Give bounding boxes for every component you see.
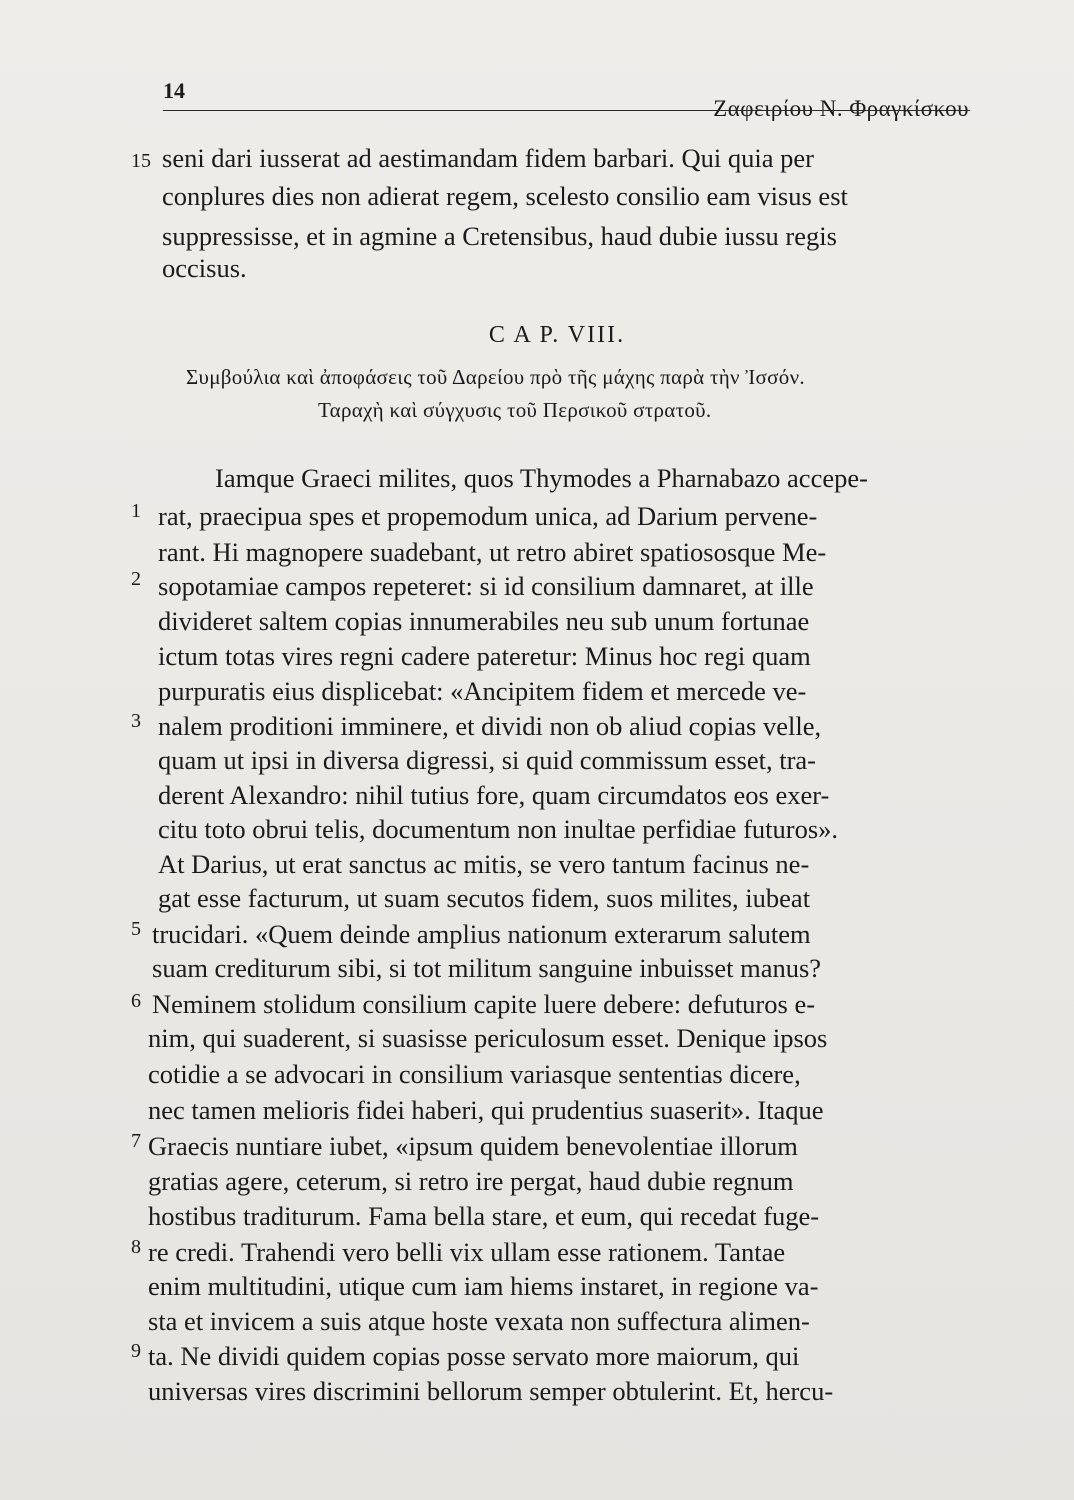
text-line: sopotamiae campos repeteret: si id consilium damnaret, at ille — [158, 571, 814, 601]
text-line: trucidari. «Quem deinde amplius nationum exterarum salutem — [152, 919, 811, 949]
text-line: nec tamen melioris fidei haberi, qui prudentius suaserit». Itaque — [148, 1095, 824, 1125]
text-line: quam ut ipsi in diversa digressi, si quid commissum esset, tra- — [158, 745, 817, 775]
text-line: gratias agere, ceterum, si retro ire pergat, haud dubie regnum — [148, 1166, 794, 1196]
text-line: sta et invicem a suis atque hoste vexata non suffectura alimen- — [148, 1306, 810, 1336]
text-line: derent Alexandro: nihil tutius fore, quam circumdatos eos exer- — [158, 780, 830, 810]
text-line: ta. Ne dividi quidem copias posse servato more maiorum, qui — [148, 1341, 800, 1371]
text-line: universas vires discrimini bellorum semper obtulerint. Et, hercu- — [148, 1376, 834, 1406]
text-line: Neminem stolidum consilium capite luere debere: defuturos e- — [152, 989, 816, 1019]
text-line: enim multitudini, utique cum iam hiems instaret, in regione va- — [148, 1271, 819, 1301]
text-line: rant. Hi magnopere suadebant, ut retro abiret spatiososque Me- — [158, 537, 827, 567]
text-line: ictum totas vires regni cadere pateretur: Minus hoc regi quam — [158, 641, 811, 671]
text-line: purpuratis eius displicebat: «Ancipitem fidem et mercede ve- — [158, 676, 807, 706]
margin-line-number: 5 — [131, 918, 141, 940]
text-line: re credi. Trahendi vero belli vix ullam esse rationem. Tantae — [148, 1237, 786, 1267]
text-line: gat esse facturum, ut suam secutos fidem, suos milites, iubeat — [158, 883, 811, 913]
chapter-heading: C A P. VIII. — [488, 322, 626, 348]
text-line: suppressisse, et in agmine a Cretensibus, haud dubie iussu regis — [162, 221, 837, 251]
text-line: cotidie a se advocari in consilium variasque sententias dicere, — [148, 1059, 801, 1089]
chapter-subtitle-line-1: Συμβούλια καὶ ἀποφάσεις τοῦ Δαρείου πρὸ τῆς μάχης παρὰ τὴν Ἰσσόν. — [186, 365, 805, 389]
text-line: citu toto obrui telis, documentum non inultae perfidiae futuros». — [158, 814, 839, 844]
text-line: rat, praecipua spes et propemodum unica, ad Darium pervene- — [158, 501, 818, 531]
text-line: Graecis nuntiare iubet, «ipsum quidem benevolentiae illorum — [148, 1131, 798, 1161]
text-line: conplures dies non adierat regem, scelesto consilio eam visus est — [162, 181, 848, 211]
margin-line-number: 1 — [131, 500, 141, 522]
text-line: Iamque Graeci milites, quos Thymodes a Pharnabazo accepe- — [215, 463, 868, 493]
chapter-subtitle-line-2: Ταραχὴ καὶ σύγχυσις τοῦ Περσικοῦ στρατοῦ. — [318, 398, 712, 422]
text-line: At Darius, ut erat sanctus ac mitis, se vero tantum facinus ne- — [158, 849, 810, 879]
text-line: occisus. — [162, 253, 247, 283]
text-line: seni dari iusserat ad aestimandam fidem barbari. Qui quia per — [162, 143, 814, 173]
margin-line-number: 8 — [131, 1236, 141, 1258]
margin-line-number: 7 — [131, 1130, 141, 1152]
running-header-author: Ζαφειρίου Ν. Φραγκίσκου — [713, 96, 969, 121]
margin-line-number: 6 — [131, 990, 141, 1012]
text-line: nalem proditioni imminere, et dividi non ob aliud copias velle, — [158, 711, 822, 741]
text-line: hostibus traditurum. Fama bella stare, et eum, qui recedat fuge- — [148, 1201, 820, 1231]
margin-line-number: 9 — [131, 1340, 141, 1362]
text-line: divideret saltem copias innumerabiles neu sub unum fortunae — [158, 606, 810, 636]
text-line: suam crediturum sibi, si tot militum sanguine inbuisset manus? — [152, 953, 822, 983]
margin-line-number: 2 — [131, 568, 141, 590]
margin-line-number: 15 — [131, 150, 151, 172]
page-number: 14 — [163, 78, 185, 103]
margin-line-number: 3 — [131, 710, 141, 732]
text-line: nim, qui suaderent, si suasisse periculosum esset. Denique ipsos — [148, 1023, 828, 1053]
